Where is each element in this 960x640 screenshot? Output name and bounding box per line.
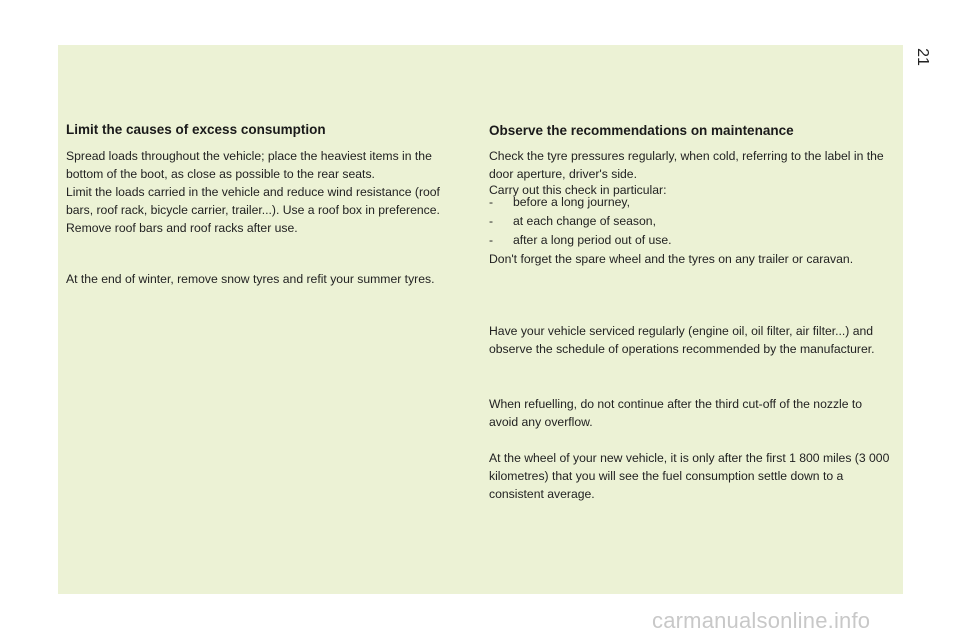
page-number: 21 [914,48,931,66]
left-paragraph-1: Spread loads throughout the vehicle; place the heaviest items in the bottom of the boot, as close as possible to the rear seats. [66,149,432,181]
list-item-text: at each change of season, [513,214,656,228]
left-heading: Limit the causes of excess consumption [66,122,326,137]
right-paragraph-1: Don't forget the spare wheel and the tyres on any trailer or caravan. [489,252,854,266]
watermark: carmanualsonline.info [652,608,871,633]
left-paragraph-2: Limit the loads carried in the vehicle and reduce wind resistance (roof bars, roof rack, bicycle carrier, trailer...). Use a roof box in preference. Remove roof bars and roof racks after use. [66,185,440,235]
left-paragraph-3: At the end of winter, remove snow tyres and refit your summer tyres. [66,272,435,286]
bullet-dash: - [489,214,494,228]
right-heading: Observe the recommendations on maintenance [489,123,794,138]
list-item [489,193,894,212]
right-paragraph-4: At the wheel of your new vehicle, it is only after the first 1 800 miles (3 000 kilometres) that you will see the fuel consumption settle down to a consistent average. [489,451,890,501]
list-item-text: after a long period out of use. [513,233,672,247]
right-paragraph-2: Have your vehicle serviced regularly (engine oil, oil filter, air filter...) and observe the schedule of operations recommended by the manufacturer. [489,324,875,356]
right-list-intro: Carry out this check in particular: [489,183,667,197]
check-list [489,193,894,250]
right-paragraph-3: When refuelling, do not continue after the third cut-off of the nozzle to avoid any overflow. [489,397,863,429]
list-item [489,212,894,231]
list-item [489,231,894,250]
bullet-dash: - [489,195,494,209]
bullet-dash: - [489,233,494,247]
list-item-text: before a long journey, [513,195,630,209]
right-intro: Check the tyre pressures regularly, when cold, referring to the label in the door aperture, driver's side. [489,149,884,181]
